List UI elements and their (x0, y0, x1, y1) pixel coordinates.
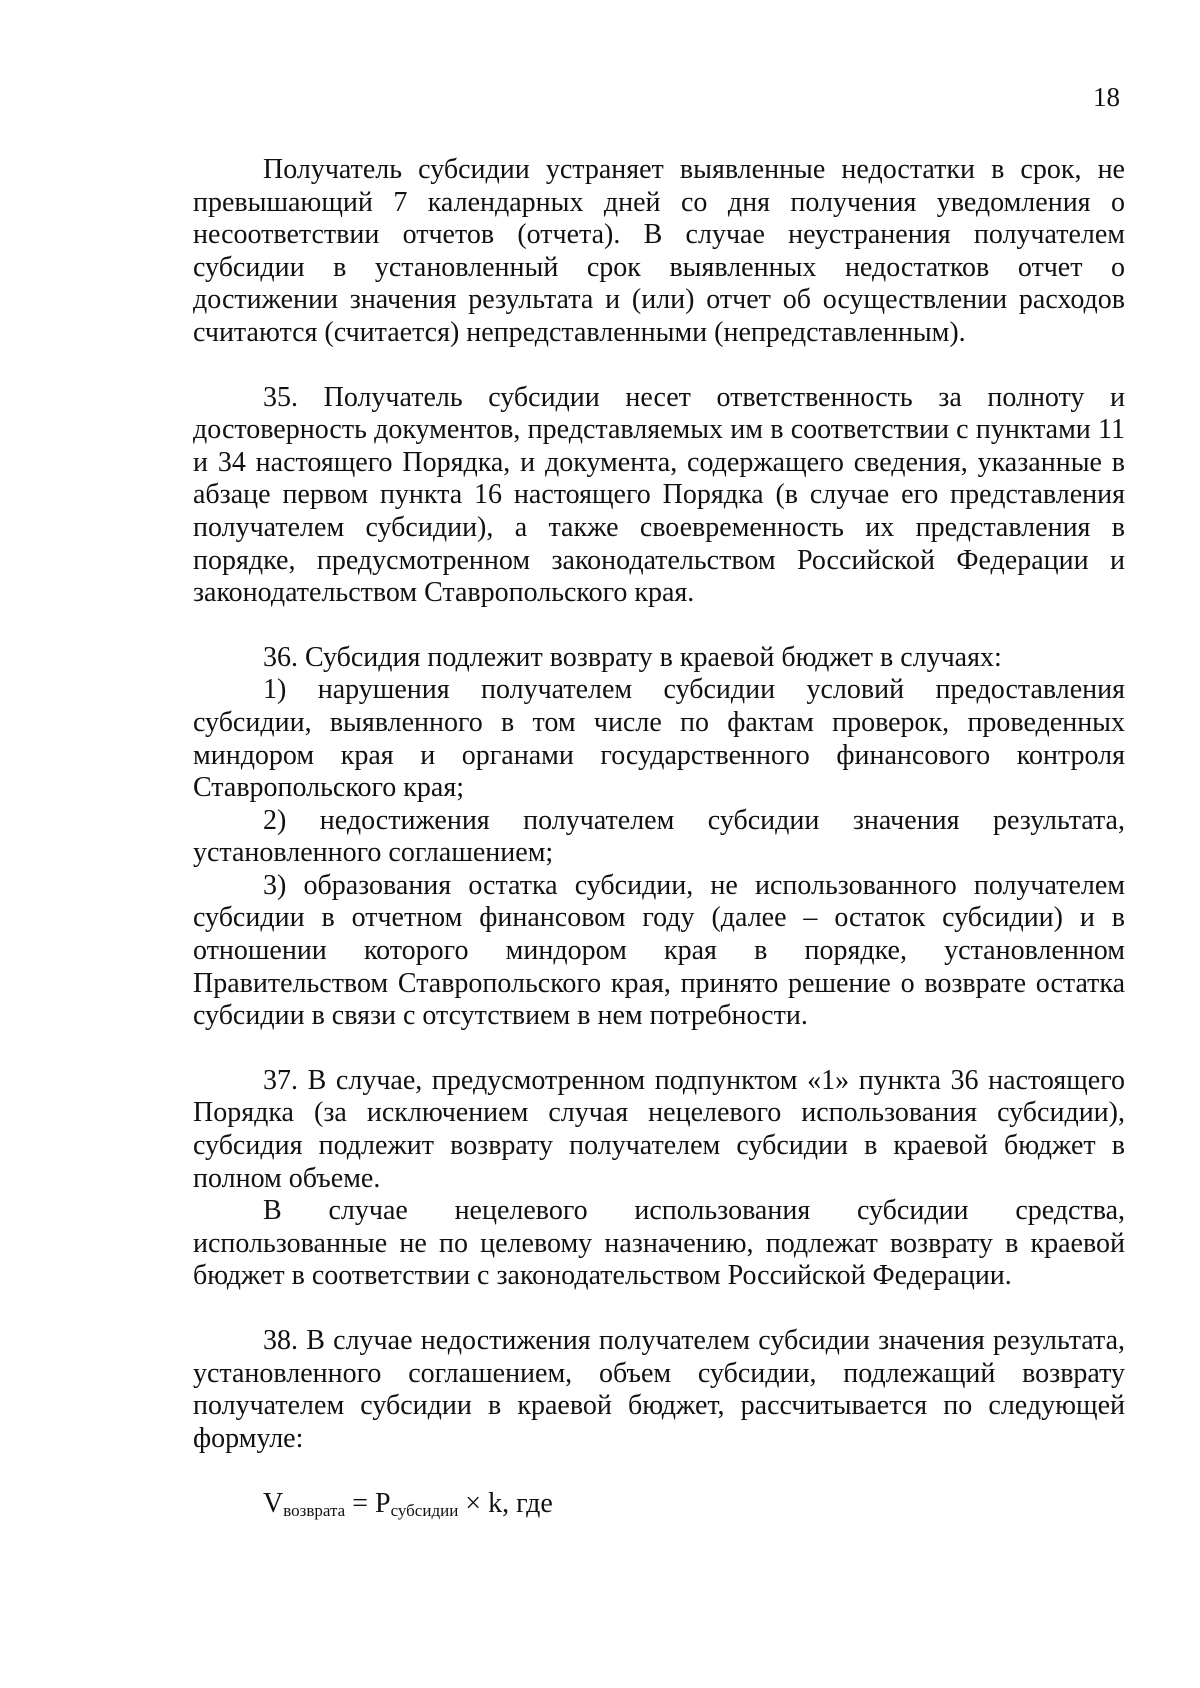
paragraph-35: 35. Получатель субсидии несет ответственность за полноту и достоверность документов, представляемых им в соответствии с пунктами 11 и 34 настоящего Порядка, и документа, содержащего сведения, указанные в абзаце первом пункта 16 настоящего Порядка (в случае его представления получателем субсидии), а также своевременность их представления в порядке, предусмотренном законодательством Российской Федерации и законодательством Ставропольского края. (193, 381, 1125, 609)
paragraph-gap (193, 610, 1125, 642)
paragraph-37: 37. В случае, предусмотренном подпунктом «1» пункта 36 настоящего Порядка (за исключением случая нецелевого использования субсидии), субсидия подлежит возврату получателем субсидии в краевой бюджет в полном объеме. (193, 1064, 1125, 1194)
paragraph-38: 38. В случае недостижения получателем субсидии значения результата, установленного соглашением, объем субсидии, подлежащий возврату получателем субсидии в краевой бюджет, рассчитывается по следующей формуле: (193, 1325, 1125, 1454)
formula-v-subscript: возврата (283, 1501, 346, 1521)
formula-tail: × k, где (458, 1488, 553, 1520)
paragraph-37-misuse: В случае нецелевого использования субсидии средства, использованные не по целевому назначению, подлежат возврату в краевой бюджет в соответствии с законодательством Российской Федерации. (193, 1195, 1125, 1292)
return-formula (193, 1487, 1125, 1521)
formula-equals: = (345, 1488, 375, 1520)
paragraph-gap (193, 1293, 1125, 1325)
paragraph-36-item-2: 2) недостижения получателем субсидии значения результата, установленного соглашением; (193, 804, 1125, 869)
paragraph-36-item-1: 1) нарушения получателем субсидии условий предоставления субсидии, выявленного в том числе по фактам проверок, проведенных миндором края и органами государственного финансового контроля Ставропольского края; (193, 674, 1125, 804)
formula-p-subscript: субсидии (390, 1501, 459, 1521)
paragraph-36: 36. Субсидия подлежит возврату в краевой бюджет в случаях: (263, 641, 1002, 673)
page-number: 18 (1093, 82, 1120, 112)
paragraph-gap (193, 1455, 1125, 1487)
paragraph-recipient-deficiencies: Получатель субсидии устраняет выявленные недостатки в срок, не превышающий 7 календарных дней со дня получения уведомления о несоответствии отчетов (отчета). В случае неустранения получателем субсидии в установленный срок выявленных недостатков отчет о достижении значения результата и (или) отчет об осуществлении расходов считаются (считается) непредставленными (непредставленным). (193, 154, 1125, 348)
paragraph-gap (193, 1033, 1125, 1065)
formula-v-symbol: V (263, 1488, 284, 1520)
document-body (193, 154, 1125, 1521)
formula-p-symbol: P (374, 1488, 391, 1520)
paragraph-36-item-3: 3) образования остатка субсидии, не использованного получателем субсидии в отчетном финансовом году (далее – остаток субсидии) и в отношении которого миндором края в порядке, установленном Правительством Ставропольского края, принято решение о возврате остатка субсидии в связи с отсутствием в нем потребности. (193, 869, 1125, 1032)
paragraph-gap (193, 350, 1125, 382)
